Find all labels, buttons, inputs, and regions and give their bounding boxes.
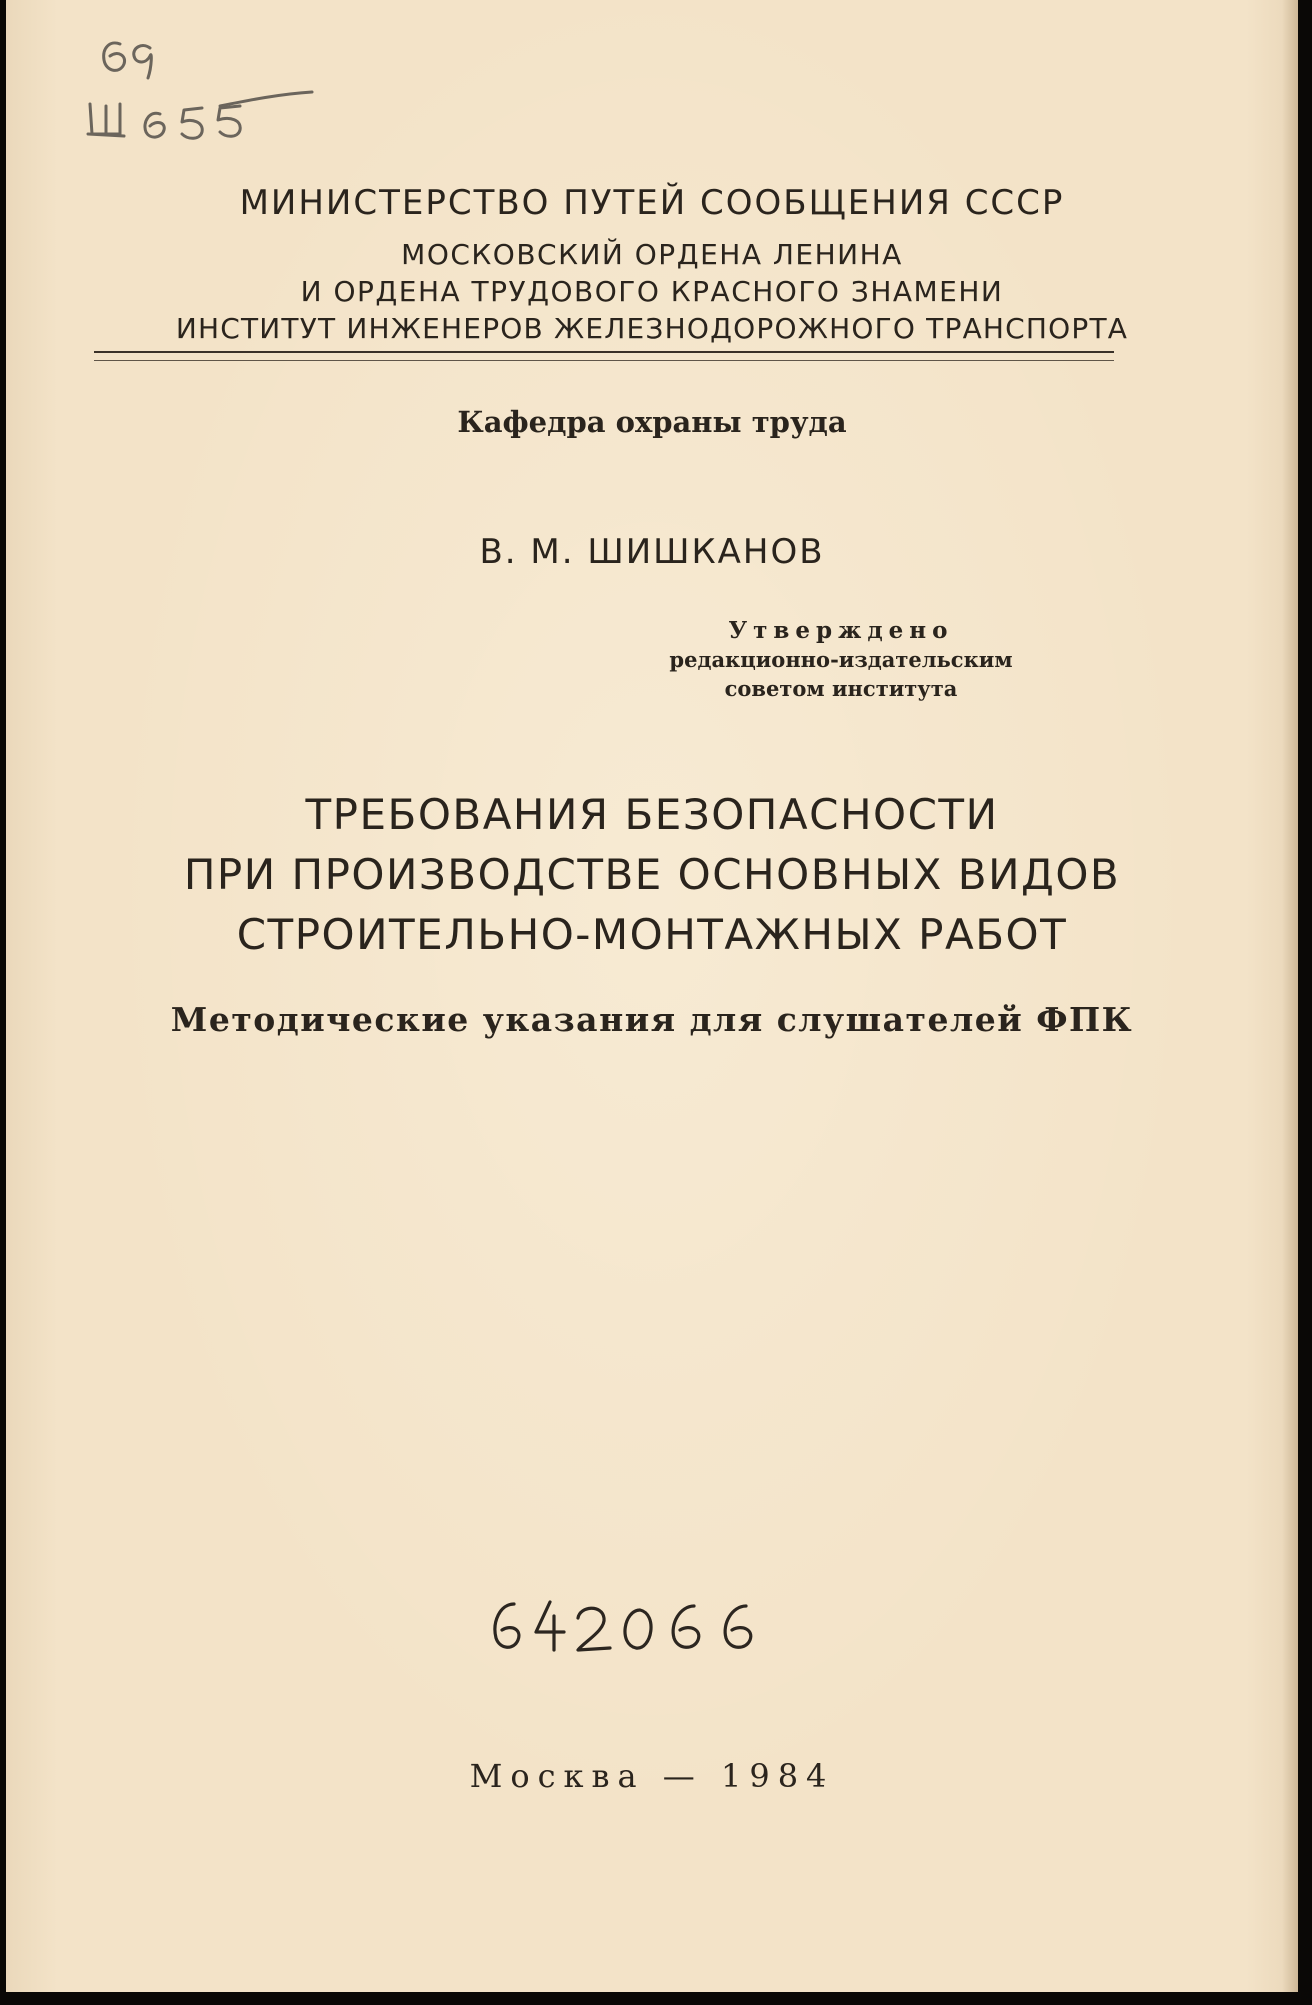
header-rule [94,351,1114,353]
subtitle: Методические указания для слушателей ФПК [170,1000,1134,1039]
handwritten-inventory-number [480,1590,770,1670]
approval-line-1: Утверждено [728,617,954,644]
institute-name-line-2: И ОРДЕНА ТРУДОВОГО КРАСНОГО ЗНАМЕНИ [300,275,1004,308]
title-line-3: СТРОИТЕЛЬНО-МОНТАЖНЫХ РАБОТ [236,910,1068,959]
title-line-1: ТРЕБОВАНИЯ БЕЗОПАСНОСТИ [305,790,999,839]
institute-name-line-1: МОСКОВСКИЙ ОРДЕНА ЛЕНИНА [401,238,903,271]
handwritten-shelfmark [80,30,320,160]
title-line-2: ПРИ ПРОИЗВОДСТВЕ ОСНОВНЫХ ВИДОВ [183,850,1121,899]
approval-line-2: редакционно-издательским [669,647,1013,672]
header-rule-thin [94,360,1114,361]
approval-line-3: советом института [724,676,958,701]
title-page [6,0,1298,1992]
department-name: Кафедра охраны труда [457,405,847,439]
ministry-name: МИНИСТЕРСТВО ПУТЕЙ СООБЩЕНИЯ СССР [239,183,1065,223]
approval-note [656,616,1026,703]
institute-name-line-3: ИНСТИТУТ ИНЖЕНЕРОВ ЖЕЛЕЗНОДОРОЖНОГО ТРАНСПОРТА [175,312,1129,345]
place-and-year: Москва — 1984 [469,1757,835,1795]
author-name: В. М. ШИШКАНОВ [479,532,825,572]
